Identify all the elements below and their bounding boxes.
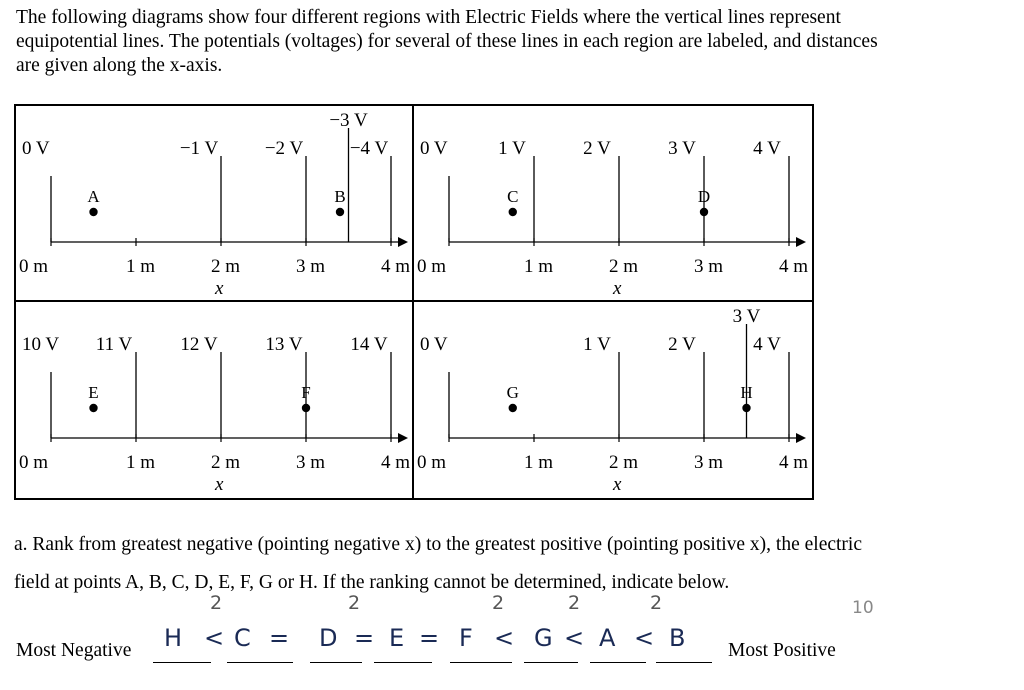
grader-mark: 2 bbox=[210, 592, 223, 614]
x-tick-label: 0 m bbox=[19, 452, 49, 473]
ranking-symbol: < bbox=[634, 624, 655, 652]
ranking-symbol: = bbox=[419, 624, 440, 652]
point-label: B bbox=[334, 187, 346, 206]
x-tick-label: 4 m bbox=[779, 452, 809, 473]
ranking-symbol: < bbox=[494, 624, 515, 652]
potential-label: −4 V bbox=[349, 138, 389, 159]
score-mark: 10 bbox=[852, 598, 874, 618]
point-a bbox=[89, 208, 97, 216]
point-f bbox=[302, 404, 310, 412]
ranked-point: C bbox=[234, 624, 251, 652]
ranked-point: A bbox=[599, 624, 616, 652]
ranked-point: E bbox=[389, 624, 405, 652]
panel-bottom-right-figure bbox=[414, 302, 812, 498]
x-tick-label: 1 m bbox=[126, 452, 156, 473]
ranked-point: G bbox=[534, 624, 553, 652]
grader-mark: 2 bbox=[348, 592, 361, 614]
answer-blank[interactable] bbox=[656, 662, 712, 663]
ranked-point: H bbox=[164, 624, 183, 652]
potential-label: 11 V bbox=[95, 334, 133, 355]
panel-top-right-figure bbox=[414, 106, 812, 302]
answer-blank[interactable] bbox=[153, 662, 211, 663]
ranking-symbol: = bbox=[269, 624, 290, 652]
x-axis-label: x bbox=[613, 474, 622, 495]
x-axis-label: x bbox=[215, 278, 224, 299]
answer-blank[interactable] bbox=[590, 662, 646, 663]
most-positive-label: Most Positive bbox=[728, 640, 836, 661]
point-g bbox=[509, 404, 517, 412]
grader-mark: 2 bbox=[568, 592, 581, 614]
potential-label: 1 V bbox=[498, 138, 526, 159]
x-tick-label: 4 m bbox=[779, 256, 809, 277]
x-tick-label: 0 m bbox=[417, 256, 447, 277]
potential-label: 4 V bbox=[753, 334, 781, 355]
panel-top-right bbox=[414, 106, 812, 302]
x-axis-arrowhead bbox=[796, 433, 806, 443]
x-axis-arrowhead bbox=[398, 237, 408, 247]
ranking-row bbox=[0, 592, 1024, 680]
potential-label: 10 V bbox=[22, 334, 60, 355]
x-axis-arrowhead bbox=[796, 237, 806, 247]
potential-label: −3 V bbox=[329, 110, 368, 131]
potential-label: 14 V bbox=[350, 334, 388, 355]
potential-label: −2 V bbox=[264, 138, 304, 159]
answer-blank[interactable] bbox=[310, 662, 362, 663]
x-tick-label: 2 m bbox=[211, 452, 241, 473]
answer-blank[interactable] bbox=[374, 662, 432, 663]
x-tick-label: 3 m bbox=[694, 256, 724, 277]
x-tick-label: 2 m bbox=[609, 452, 639, 473]
panel-bottom-left-figure bbox=[16, 302, 414, 498]
potential-label: 3 V bbox=[732, 306, 761, 327]
x-tick-label: 1 m bbox=[524, 256, 554, 277]
panel-top-left bbox=[16, 106, 414, 302]
grader-mark: 2 bbox=[650, 592, 663, 614]
ranked-point: B bbox=[669, 624, 686, 652]
point-d bbox=[700, 208, 708, 216]
x-tick-label: 4 m bbox=[381, 452, 411, 473]
potential-label: 3 V bbox=[668, 138, 696, 159]
x-tick-label: 1 m bbox=[126, 256, 156, 277]
x-tick-label: 3 m bbox=[296, 452, 326, 473]
point-label: E bbox=[88, 383, 99, 402]
intro-line-3: are given along the x-axis. bbox=[16, 55, 223, 76]
panel-bottom-right bbox=[414, 302, 812, 498]
potential-label: 0 V bbox=[420, 138, 448, 159]
point-h bbox=[742, 404, 750, 412]
intro-line-2: equipotential lines. The potentials (voltages) for several of these lines in each region are labeled, and distances bbox=[16, 31, 878, 52]
point-label: C bbox=[507, 187, 519, 206]
point-e bbox=[89, 404, 97, 412]
ranking-symbol: = bbox=[354, 624, 375, 652]
part-a-line-2: field at points A, B, C, D, E, F, G or H. If the ranking cannot be determined, indicate below. bbox=[14, 572, 730, 593]
ranking-symbol: < bbox=[564, 624, 585, 652]
panel-top-left-figure bbox=[16, 106, 414, 302]
potential-label: 0 V bbox=[420, 334, 448, 355]
ranked-point: D bbox=[319, 624, 338, 652]
potential-label: 2 V bbox=[583, 138, 611, 159]
potential-label: 4 V bbox=[753, 138, 781, 159]
x-tick-label: 2 m bbox=[211, 256, 241, 277]
x-tick-label: 3 m bbox=[694, 452, 724, 473]
potential-label: 12 V bbox=[180, 334, 218, 355]
x-tick-label: 1 m bbox=[524, 452, 554, 473]
point-label: G bbox=[506, 383, 519, 402]
x-tick-label: 4 m bbox=[381, 256, 411, 277]
ranking-symbol: < bbox=[204, 624, 225, 652]
equipotential-diagrams bbox=[14, 104, 814, 500]
x-tick-label: 0 m bbox=[417, 452, 447, 473]
most-negative-label: Most Negative bbox=[16, 640, 132, 661]
x-tick-label: 3 m bbox=[296, 256, 326, 277]
potential-label: 1 V bbox=[583, 334, 611, 355]
panel-bottom-left bbox=[16, 302, 414, 498]
potential-label: −1 V bbox=[179, 138, 219, 159]
x-axis-label: x bbox=[613, 278, 622, 299]
point-label: H bbox=[740, 383, 753, 402]
point-b bbox=[336, 208, 344, 216]
part-a-line-1: a. Rank from greatest negative (pointing negative x) to the greatest positive (pointing positive x), the electric bbox=[14, 534, 862, 555]
x-tick-label: 2 m bbox=[609, 256, 639, 277]
potential-label: 0 V bbox=[22, 138, 50, 159]
x-tick-label: 0 m bbox=[19, 256, 49, 277]
potential-label: 2 V bbox=[668, 334, 696, 355]
answer-blank[interactable] bbox=[227, 662, 293, 663]
ranked-point: F bbox=[459, 624, 473, 652]
point-c bbox=[509, 208, 517, 216]
point-label: D bbox=[697, 187, 711, 206]
x-axis-arrowhead bbox=[398, 433, 408, 443]
point-label: A bbox=[87, 187, 100, 206]
x-axis-label: x bbox=[215, 474, 224, 495]
point-label: F bbox=[301, 383, 311, 402]
answer-blank[interactable] bbox=[450, 662, 512, 663]
potential-label: 13 V bbox=[265, 334, 303, 355]
question-part-a bbox=[14, 526, 1004, 602]
intro-paragraph bbox=[16, 6, 1006, 78]
grader-mark: 2 bbox=[492, 592, 505, 614]
answer-blank[interactable] bbox=[524, 662, 578, 663]
intro-line-1: The following diagrams show four different regions with Electric Fields where the vertical lines represent bbox=[16, 7, 841, 28]
